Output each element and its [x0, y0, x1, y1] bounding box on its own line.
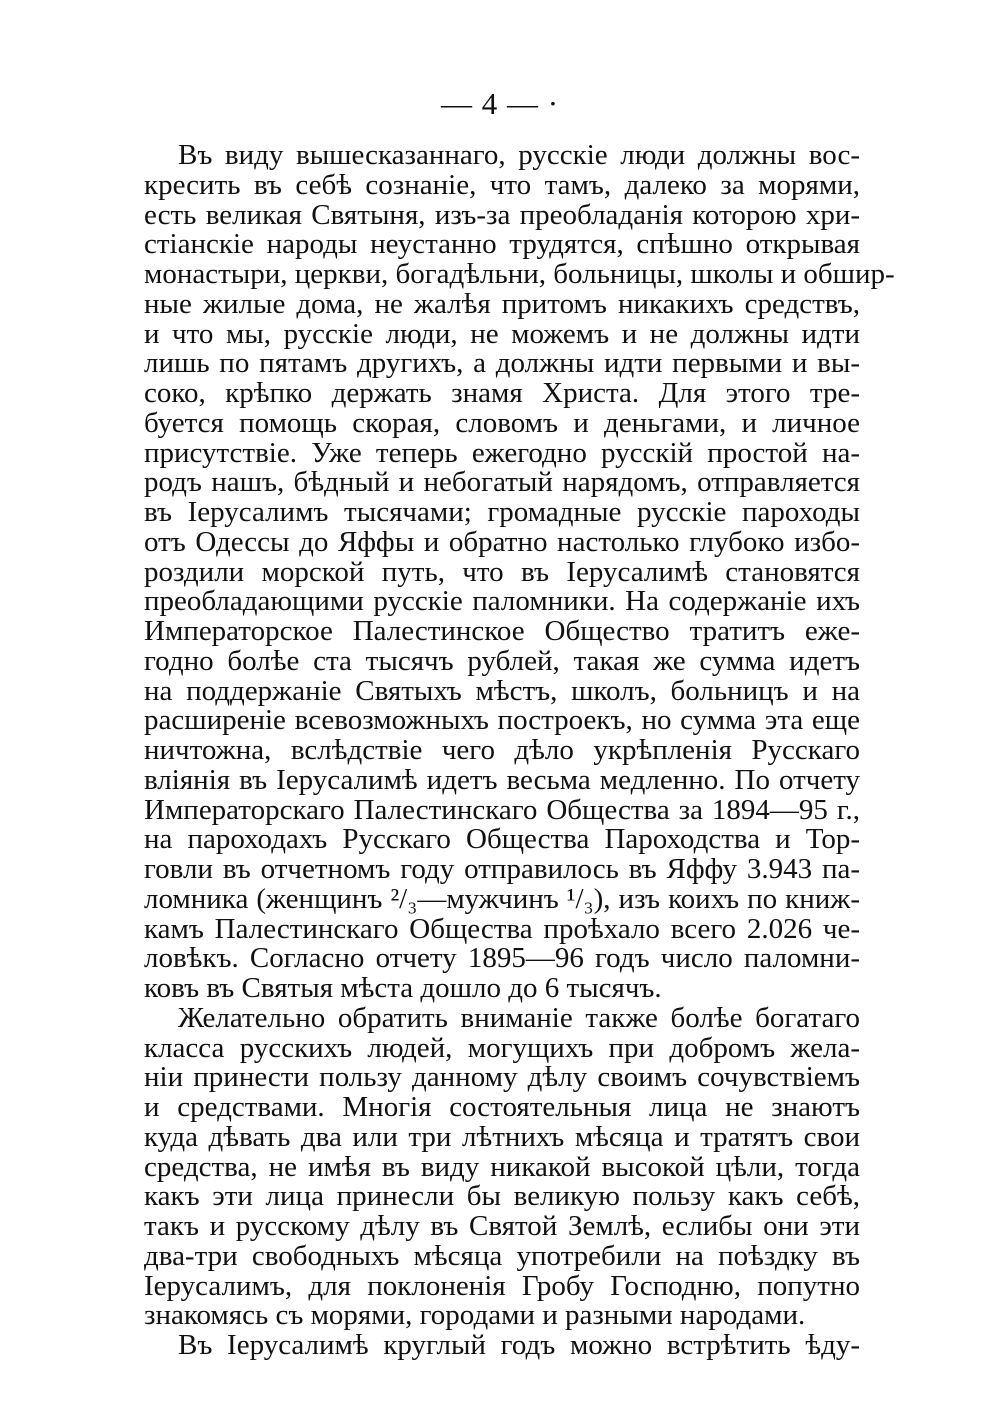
text-line: и средствами. Многія состоятельныя лица не знаютъ [144, 1091, 860, 1123]
text-line: на пароходахъ Русскаго Общества Пароходства и Тор- [144, 823, 860, 856]
text-line: кресить въ себѣ сознаніе, что тамъ, далеко за морями, [144, 168, 860, 201]
text-line: камъ Палестинскаго Общества проѣхало всего 2.026 че- [144, 912, 860, 945]
paragraph-3 [144, 1331, 860, 1361]
text-line: Желательно обратить вниманіе также болѣе богатаго [178, 1001, 860, 1034]
text-line: Іерусалимъ, для поклоненія Гробу Господню, попутно [144, 1269, 860, 1302]
text-line: Императорскаго Палестинскаго Общества за 1894—95 г., [144, 793, 860, 826]
text-line: родъ нашъ, бѣдный и небогатый нарядомъ, отправляется [144, 466, 860, 499]
text-line: ніи принести пользу данному дѣлу своимъ сочувствіемъ [144, 1061, 860, 1094]
text-line: ковъ въ Святыя мѣста дошло до 6 тысячъ. [144, 972, 662, 1004]
text-line: вліянія въ Іерусалимѣ идетъ весьма медленно. По отчету [144, 763, 860, 796]
paragraph-2 [144, 1001, 860, 1332]
text-line: роздили морской путь, что въ Іерусалимѣ становятся [144, 555, 860, 588]
text-line: ные жилые дома, не жалѣя притомъ никакихъ средствъ, [144, 287, 860, 320]
text-line: Въ Іерусалимѣ круглый годъ можно встрѣтить ѣду- [178, 1329, 860, 1361]
text-line: преобладающими русскіе паломники. На содержаніе ихъ [144, 585, 860, 618]
page-number: — 4 — · [440, 86, 560, 121]
text-line: въ Іерусалимъ тысячами; громадные русскіе пароходы [144, 496, 860, 528]
text-line: средства, не имѣя въ виду никакой высокой цѣли, тогда [144, 1150, 860, 1183]
text-line: соко, крѣпко держать знамя Христа. Для этого тре- [144, 377, 860, 409]
text-line: буется помощь скорая, словомъ и деньгами, и личное [144, 406, 860, 439]
text-line: знакомясь съ морями, городами и разными народами. [144, 1299, 806, 1332]
body-text [144, 139, 895, 1361]
text-line: два-три свободныхъ мѣсяца употребили на поѣздку въ [144, 1239, 860, 1272]
text-line: лишь по пятамъ другихъ, а должны идти первыми и вы- [144, 347, 860, 380]
text-line: расширеніе всевозможныхъ построекъ, но сумма эта еще [144, 704, 860, 737]
text-line: монастыри, церкви, богадѣльни, больницы, школы и обшир- [144, 258, 895, 290]
text-line: такъ и русскому дѣлу въ Святой Землѣ, еслибы они эти [144, 1210, 860, 1242]
text-line: на поддержаніе Святыхъ мѣстъ, школъ, больницъ и на [144, 674, 860, 707]
text-line: отъ Одессы до Яффы и обратно настолько глубоко избо- [144, 525, 860, 558]
text-line: годно болѣе ста тысячъ рублей, такая же сумма идетъ [144, 644, 860, 677]
text-line: и что мы, русскіе люди, не можемъ и не должны идти [144, 317, 860, 350]
text-line: есть великая Святыня, изъ-за преобладанія которою хри- [144, 198, 860, 231]
text-line: куда дѣвать два или три лѣтнихъ мѣсяца и тратятъ свои [144, 1120, 860, 1153]
text-line: Въ виду вышесказаннаго, русскіе люди должны вос- [178, 139, 860, 171]
text-line: присутствіе. Уже теперь ежегодно русскій простой на- [144, 436, 860, 469]
text-line: ловѣкъ. Согласно отчету 1895—96 годъ число паломни- [144, 942, 860, 975]
text-line: какъ эти лица принесли бы великую пользу какъ себѣ, [144, 1180, 860, 1213]
text-line: ничтожна, вслѣдствіе чего дѣло укрѣпленія Русскаго [144, 734, 860, 766]
paragraph-1 [144, 139, 895, 1004]
text-line: стіанскіе народы неустанно трудятся, спѣшно открывая [144, 228, 860, 261]
text-line: ломника (женщинъ ²/₃—мужчинъ ¹/₃), изъ коихъ по книж- [144, 882, 860, 915]
text-line: Императорское Палестинское Общество тратитъ еже- [144, 615, 860, 647]
text-line: класса русскихъ людей, могущихъ при добромъ жела- [144, 1031, 860, 1064]
text-line: говли въ отчетномъ году отправилось въ Яффу 3.943 па- [144, 853, 860, 885]
